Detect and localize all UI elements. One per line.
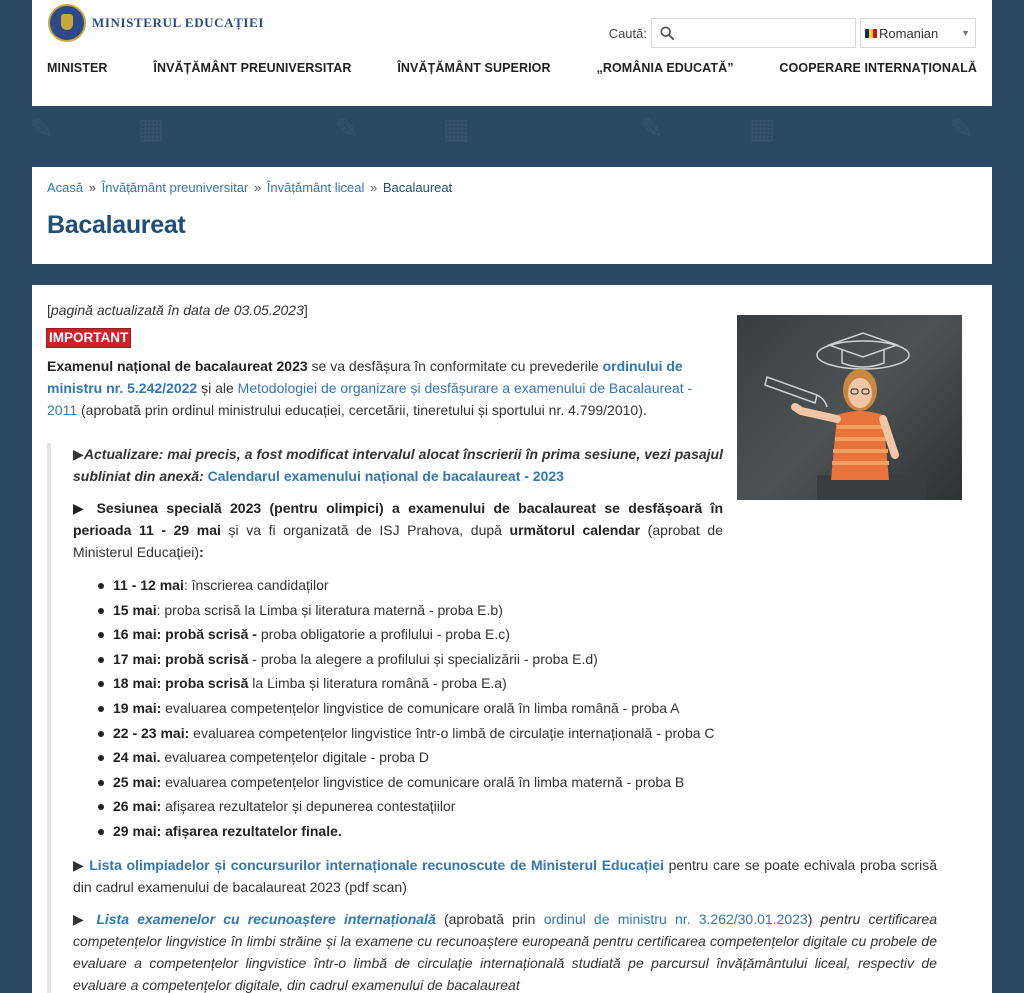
- bg-pencil-icon: ✎: [335, 112, 359, 145]
- search-icon[interactable]: [660, 26, 674, 40]
- exams-text-2: ): [807, 910, 813, 927]
- announcement-block: [47, 443, 937, 993]
- breadcrumb-liceal[interactable]: Învățământ liceal: [266, 180, 365, 195]
- breadcrumb-current: Bacalaureat: [382, 180, 453, 195]
- list-item: 26 mai: afișarea rezultatelor și depunerea contestațiilor: [113, 794, 937, 819]
- logo[interactable]: [48, 4, 264, 42]
- student-illustration: [737, 315, 962, 500]
- chevron-down-icon: ▼: [961, 28, 970, 38]
- romania-flag-icon: [865, 29, 877, 38]
- play-arrow-icon: ▶: [73, 910, 97, 927]
- breadcrumb: [47, 180, 977, 195]
- special-bold: următorul calendar: [509, 522, 641, 538]
- nav-minister[interactable]: MINISTER: [47, 61, 108, 75]
- play-arrow-icon: ▶: [73, 856, 90, 873]
- list-item: 24 mai. evaluarea competențelor digitale - proba D: [113, 745, 937, 770]
- breadcrumb-separator: »: [88, 180, 96, 195]
- student-photo: [737, 315, 962, 500]
- special-text-1: și va fi organizată de ISJ Prahova, după: [220, 522, 510, 538]
- link-ordin-3262[interactable]: ordinul de ministru nr. 3.262/30.01.2023: [543, 910, 808, 927]
- nav-cooperare[interactable]: COOPERARE INTERNAȚIONALĂ: [779, 61, 977, 75]
- special-lead: ▶ Sesiunea specială 2023 (pentru olimpici) a examenului de bacalaureat se desfășoară în perioada 11 - 29 mai: [73, 500, 723, 538]
- bg-pencil-icon: ✎: [950, 112, 974, 145]
- calendar-list: [73, 573, 937, 844]
- bg-pencil-icon: ✎: [640, 112, 664, 145]
- update-note: [73, 443, 723, 487]
- search-input[interactable]: [680, 26, 850, 41]
- bg-grid-icon: ▦: [138, 112, 165, 145]
- search-area: [609, 18, 976, 48]
- special-text-2: (aprobat de Ministerul Educației): [73, 522, 723, 560]
- olymp-text: pentru care se poate echivala proba scrisă din cadrul examenului de bacalaureat 2023 (pdf scan): [73, 856, 938, 895]
- nav-preuniversitar[interactable]: ÎNVĂȚĂMÂNT PREUNIVERSITAR: [153, 61, 352, 75]
- list-item: 17 mai: probă scrisă - proba la alegere a profilului și specializării - proba E.d): [113, 647, 937, 672]
- list-item: 16 mai: probă scrisă - proba obligatorie a profilului - proba E.c): [113, 622, 937, 647]
- title-section: [32, 167, 992, 264]
- logo-text: MINISTERUL EDUCAȚIEI: [92, 15, 265, 30]
- special-session-paragraph: [73, 497, 723, 563]
- language-value: Romanian: [879, 25, 939, 41]
- special-end: :: [199, 544, 204, 560]
- main-content: [32, 285, 992, 993]
- exams-text-3: pentru certificarea competențelor lingvistice în limbi străine și la examene cu recunoaștere europeană pentru certificarea competențelor digitale cu probele de evaluare a competențelor lingvistice într-o limbă de circulație internațională studiată pe parcursul învățământului liceal, respectiv de evaluare a competențelor digitale, din cadrul examenului de bacalaureat: [73, 910, 937, 993]
- link-metodologie[interactable]: Metodologiei de organizare și desfășurare a examenului de Bacalaureat - 2011: [47, 380, 693, 418]
- list-item: 22 - 23 mai: evaluarea competențelor lingvistice într-o limbă de circulație internațională - proba C: [113, 721, 937, 746]
- breadcrumb-separator: »: [253, 180, 262, 195]
- site-header: [32, 0, 992, 106]
- nav-superior[interactable]: ÎNVĂȚĂMÂNT SUPERIOR: [397, 61, 551, 75]
- list-item: 29 mai: afișarea rezultatelor finale.: [113, 819, 937, 844]
- updated-text: pagină actualizată în data de 03.05.2023: [50, 302, 304, 318]
- list-item: 11 - 12 mai: înscrierea candidaților: [113, 573, 937, 598]
- olympiads-paragraph: [73, 854, 937, 898]
- exams-paragraph: [73, 908, 937, 993]
- search-label: Caută:: [608, 25, 647, 41]
- intro-lead: Examenul național de bacalaureat 2023: [47, 358, 308, 374]
- page-title: Bacalaureat: [47, 211, 186, 239]
- link-olimpiade-list[interactable]: Lista olimpiadelor și concursurilor internaționale recunoscute de Ministerul Educației: [89, 856, 664, 873]
- link-exams-list[interactable]: Lista examenelor cu recunoaștere internațională: [96, 910, 436, 927]
- breadcrumb-preuniversitar[interactable]: Învățământ preuniversitar: [101, 180, 249, 195]
- updated-note: [pagină actualizată în data de 03.05.2023]: [47, 302, 308, 318]
- update-text: ▶Actualizare: mai precis, a fost modificat intervalul alocat înscrierii în prima sesiune, vezi pasajul subliniat din anexă:: [73, 446, 723, 484]
- nav-romania-educata[interactable]: „ROMÂNIA EDUCATĂ”: [596, 61, 734, 75]
- coat-of-arms-icon: [48, 4, 86, 42]
- intro-text-2: și ale: [197, 380, 238, 396]
- bg-grid-icon: ▦: [749, 112, 776, 145]
- important-label: IMPORTANT: [49, 330, 129, 345]
- list-item: 25 mai: evaluarea competențelor lingvistice de comunicare orală în limba maternă - proba B: [113, 770, 937, 795]
- link-calendar-2023[interactable]: Calendarul examenului național de bacalaureat - 2023: [207, 468, 564, 484]
- link-ordin-5242[interactable]: ordinului de ministru nr. 5.242/2022: [47, 358, 683, 396]
- list-item: 15 mai: proba scrisă la Limba și literatura maternă - proba E.b): [113, 598, 937, 623]
- bg-pencil-icon: ✎: [30, 112, 54, 145]
- search-box[interactable]: [651, 18, 856, 48]
- intro-paragraph: [47, 355, 722, 421]
- bg-grid-icon: ▦: [443, 112, 470, 145]
- intro-text-1: se va desfășura în conformitate cu prevederile: [307, 358, 603, 374]
- exams-text-1: (aprobată prin: [435, 910, 544, 927]
- breadcrumb-separator: »: [369, 180, 378, 195]
- language-select[interactable]: [860, 18, 976, 48]
- breadcrumb-home[interactable]: Acasă: [47, 180, 84, 195]
- list-item: 18 mai: proba scrisă la Limba și literatura română - proba E.a): [113, 671, 937, 696]
- intro-text-3: (aprobată prin ordinul ministrului educației, cercetării, tineretului și sportului nr. 4.799/2010).: [77, 402, 647, 418]
- list-item: 19 mai: evaluarea competențelor lingvistice de comunicare orală în limba română - proba A: [113, 696, 937, 721]
- main-nav: [47, 61, 977, 75]
